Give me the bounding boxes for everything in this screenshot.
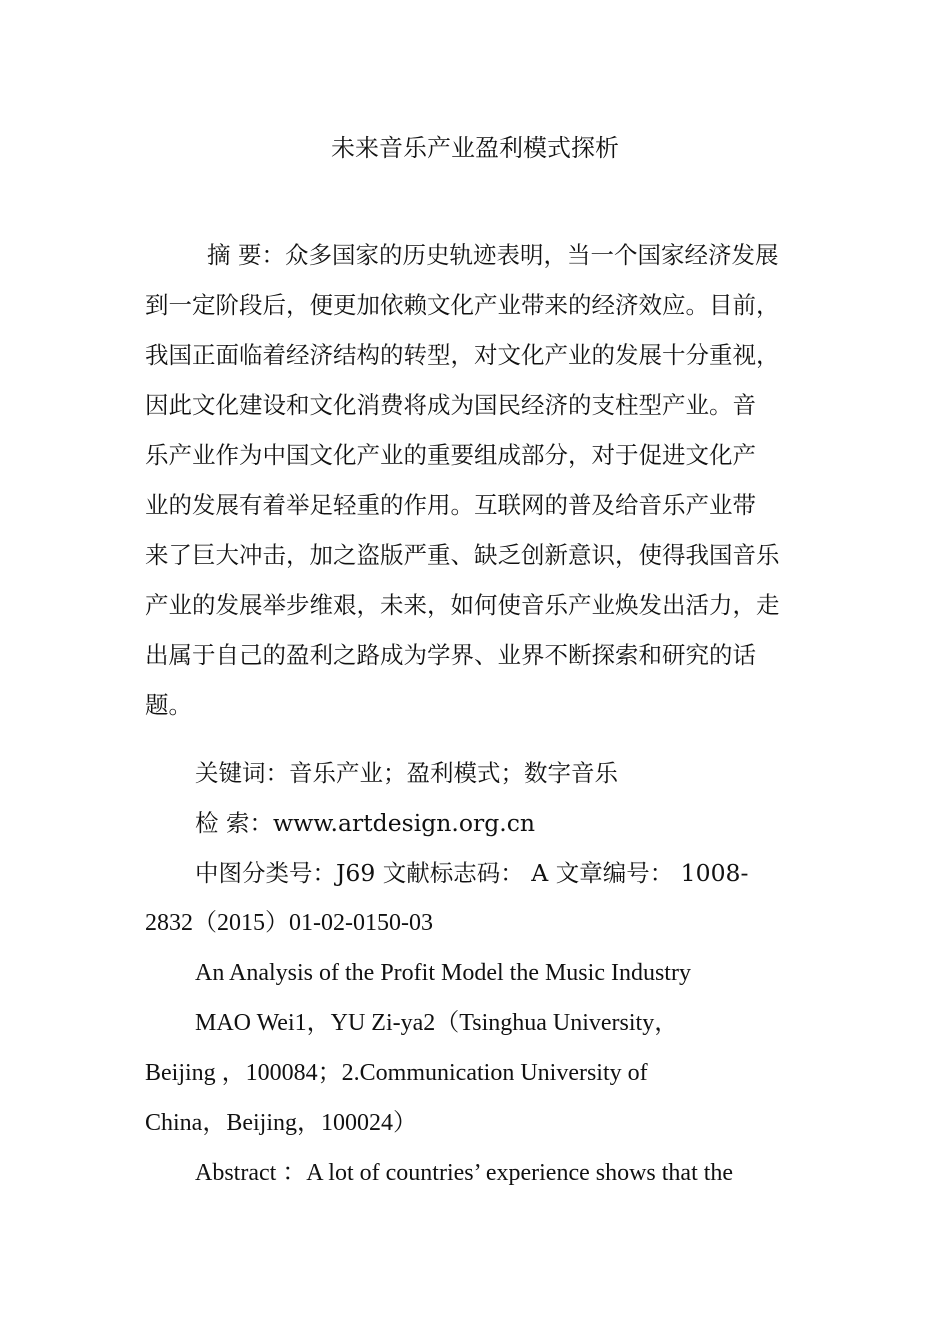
document-title: 未来音乐产业盈利模式探析 (331, 134, 619, 162)
authors-affiliation: Beijing ，100084；2.Communication University of (145, 1060, 648, 1086)
abstract-line: 到一定阶段后，便更加依赖文化产业带来的经济效应。目前， (145, 291, 780, 319)
english-title: An Analysis of the Profit Model the Music Industry (195, 960, 691, 986)
authors: MAO Wei1，YU Zi-ya2（Tsinghua University， (195, 1010, 679, 1036)
abstract-line: 因此文化建设和文化消费将成为国民经济的支柱型产业。音 (145, 391, 756, 419)
authors-affiliation: China，Beijing，100024） (145, 1110, 417, 1136)
abstract-line: 业的发展有着举足轻重的作用。互联网的普及给音乐产业带 (145, 491, 756, 519)
abstract-line: 我国正面临着经济结构的转型，对文化产业的发展十分重视， (145, 341, 780, 369)
abstract-line: 来了巨大冲击，加之盗版严重、缺乏创新意识，使得我国音乐 (145, 541, 780, 569)
english-abstract: Abstract ：A lot of countries’ experience shows that the (195, 1160, 734, 1186)
search-url: 检 索：www.artdesign.org.cn (195, 809, 536, 837)
keywords: 关键词：音乐产业；盈利模式；数字音乐 (195, 759, 618, 787)
article-number: 2832（2015）01-02-0150-03 (145, 910, 433, 936)
abstract-line: 出属于自己的盈利之路成为学界、业界不断探索和研究的话 (145, 641, 756, 669)
abstract-line: 题。 (145, 691, 192, 719)
abstract-line: 产业的发展举步维艰，未来，如何使音乐产业焕发出活力，走 (145, 591, 780, 619)
article-metadata (145, 748, 825, 1198)
classification-code: 中图分类号：J69 文献标志码： A 文章编号： 1008- (195, 859, 749, 887)
abstract-line: 摘 要：众多国家的历史轨迹表明，当一个国家经济发展 (207, 241, 779, 269)
chinese-abstract (145, 230, 825, 730)
abstract-line: 乐产业作为中国文化产业的重要组成部分，对于促进文化产 (145, 441, 756, 469)
